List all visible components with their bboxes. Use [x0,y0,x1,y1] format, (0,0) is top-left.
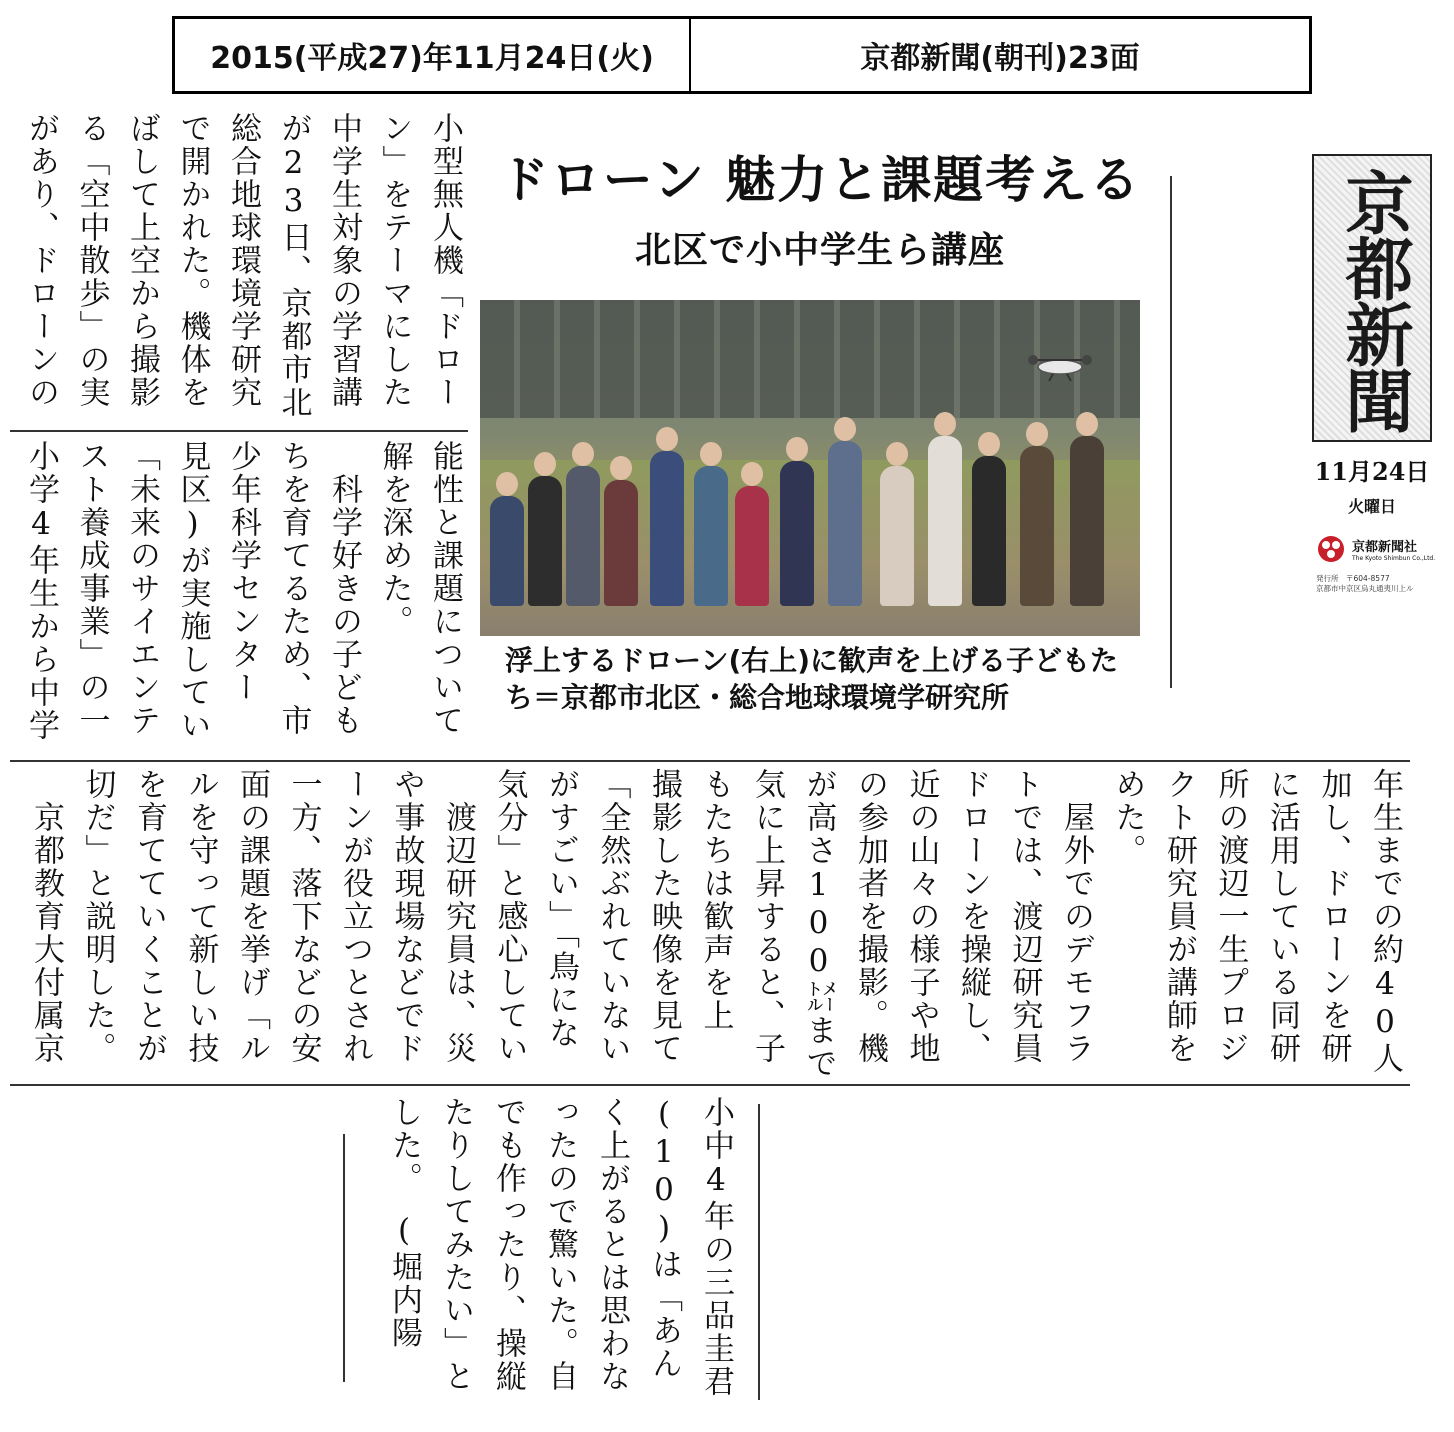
divider-top-left [10,430,468,432]
text-column: ばして上空から撮影 [124,112,160,409]
news-photo [480,300,1140,636]
photo-person-head [1026,422,1048,446]
text-column: の参加者を撮影。機 [852,768,888,1065]
divider-row3-left [343,1134,345,1382]
text-column: スト養成事業」の一 [73,440,110,737]
text-column: ルを守って新しい技 [182,768,219,1065]
text-column: 「未来のサイエンテ [124,440,160,737]
divider-row3-right [758,1104,760,1400]
text-column: 京都教育大付属京 [28,801,64,1065]
photo-person-head [1076,412,1098,436]
text-column: に活用している同研 [1264,768,1300,1065]
photo-person [604,480,638,606]
photo-person [1070,436,1104,606]
newspaper-masthead [1312,154,1432,442]
photo-person [694,466,728,606]
text-column: 一方、落下などの安 [285,768,322,1065]
photo-person-head [610,456,632,480]
photo-person [828,441,862,606]
masthead-weekday: 火曜日 [1347,497,1396,516]
company-logo [1316,534,1435,564]
text-column: ちを育てるため、市 [275,440,312,737]
photo-person [780,461,814,606]
clipping-header [172,16,1312,94]
text-column: 気分」と感心してい [491,768,528,1065]
photo-person-head [741,462,763,486]
photo-person [928,436,962,606]
text-column: 見区)が実施してい [174,440,211,742]
text-column: 解を深めた。 [376,440,413,638]
photo-person-head [534,452,556,476]
text-column: や事故現場などでド [388,768,425,1065]
text-column: 加し、ドローンを研 [1315,768,1352,1065]
photo-caption: 浮上するドローン(右上)に歓声を上げる子どもたち＝京都市北区・総合地球環境学研究所 [505,644,1119,714]
text-column: ドローンを操縦し、 [955,768,991,1065]
text-column: ン」をテーマにした [376,112,413,409]
text-column: した。 (堀内陽 [386,1096,422,1350]
address-line-2: 京都市中京区烏丸通夷川上ル [1316,584,1414,593]
text-column: 中学生対象の学習講 [326,112,362,409]
text-column: もたちは歓声を上 [697,768,734,1032]
subheadline: 北区で小中学生ら講座 [634,230,1005,271]
text-column: 小学4年生から中学 [23,440,59,742]
photo-person-head [834,417,856,441]
photo-person [972,456,1006,606]
photo-person-head [656,427,678,451]
text-column: 小中4年の三品圭君 [698,1096,734,1398]
drone-icon [1025,352,1095,382]
photo-person-head [978,432,1000,456]
divider-row1 [10,760,1410,762]
masthead-title: 京都新聞 [1334,168,1414,432]
text-column: 面の課題を挙げ「ル [234,768,270,1065]
photo-person [880,466,914,606]
text-column: で開かれた。機体を [174,112,211,409]
text-column: 撮影した映像を見て [646,768,682,1065]
publisher-address [1316,574,1436,594]
text-column: がすごい」「鳥にな [543,768,579,1050]
photo-person-head [786,437,808,461]
photo-person [528,476,562,606]
divider-row2 [10,1084,1410,1086]
kyoto-shimbun-logo-icon [1316,534,1346,564]
text-column: クト研究員が講師を [1161,768,1197,1065]
text-column: (10)は「あん [646,1096,682,1380]
text-column: 近の山々の様子や地 [903,768,940,1065]
text-column: 総合地球環境学研究 [225,112,261,409]
text-column: く上がるとは思わな [594,1096,630,1393]
text-column: 能性と課題について [427,440,463,737]
text-column: トでは、渡辺研究員 [1006,768,1043,1065]
text-column: 科学好きの子ども [326,473,362,737]
photo-person-head [572,442,594,466]
photo-person-head [700,442,722,466]
text-column: 気に上昇すると、子 [749,768,785,1065]
text-column: 小型無人機「ドロー [427,112,463,409]
text-column: たりしてみたい」と [438,1096,474,1393]
text-column: が23日、京都市北 [275,112,312,419]
photo-person [735,486,769,606]
text-column: を育てていくことが [131,768,167,1065]
clipping-date: 2015(平成27)年11月24日(火) [175,19,691,91]
text-column: が高さ100㍍まで [800,768,837,1080]
photo-person-head [496,472,518,496]
text-column: 「全然ぶれていない [594,768,631,1065]
photo-person-head [934,412,956,436]
masthead-date: 11月24日 [1314,457,1430,486]
text-column: めた。 [1109,768,1146,867]
company-name: 京都新聞社 [1352,540,1418,555]
text-column: ーンが役立つとされ [337,768,373,1065]
photo-person [650,451,684,606]
photo-person [566,466,600,606]
text-column: でも作ったり、操縦 [490,1096,526,1393]
divider-headline-vertical [1170,176,1172,688]
text-column: 切だ」と説明した。 [79,768,116,1065]
text-column: 屋外でのデモフラ [1058,801,1094,1065]
photo-person [490,496,524,606]
text-column: ったので驚いた。自 [542,1096,578,1393]
photo-person-head [886,442,908,466]
headline: ドローン 魅力と課題考える [498,151,1142,209]
photo-person [1020,446,1054,606]
clipping-publication: 京都新聞(朝刊)23面 [860,41,1140,76]
text-column: 年生までの約40人 [1367,768,1403,1075]
company-name-en: The Kyoto Shimbun Co.,Ltd. [1352,555,1436,562]
text-column: 渡辺研究員は、災 [440,801,476,1065]
text-column: 少年科学センター [225,440,261,704]
text-column: 所の渡辺一生プロジ [1212,768,1249,1065]
address-line-1: 発行所 〒604-8577 [1316,574,1390,583]
text-column: る「空中散歩」の実 [73,112,110,409]
text-column: があり、ドローンの [23,112,59,409]
